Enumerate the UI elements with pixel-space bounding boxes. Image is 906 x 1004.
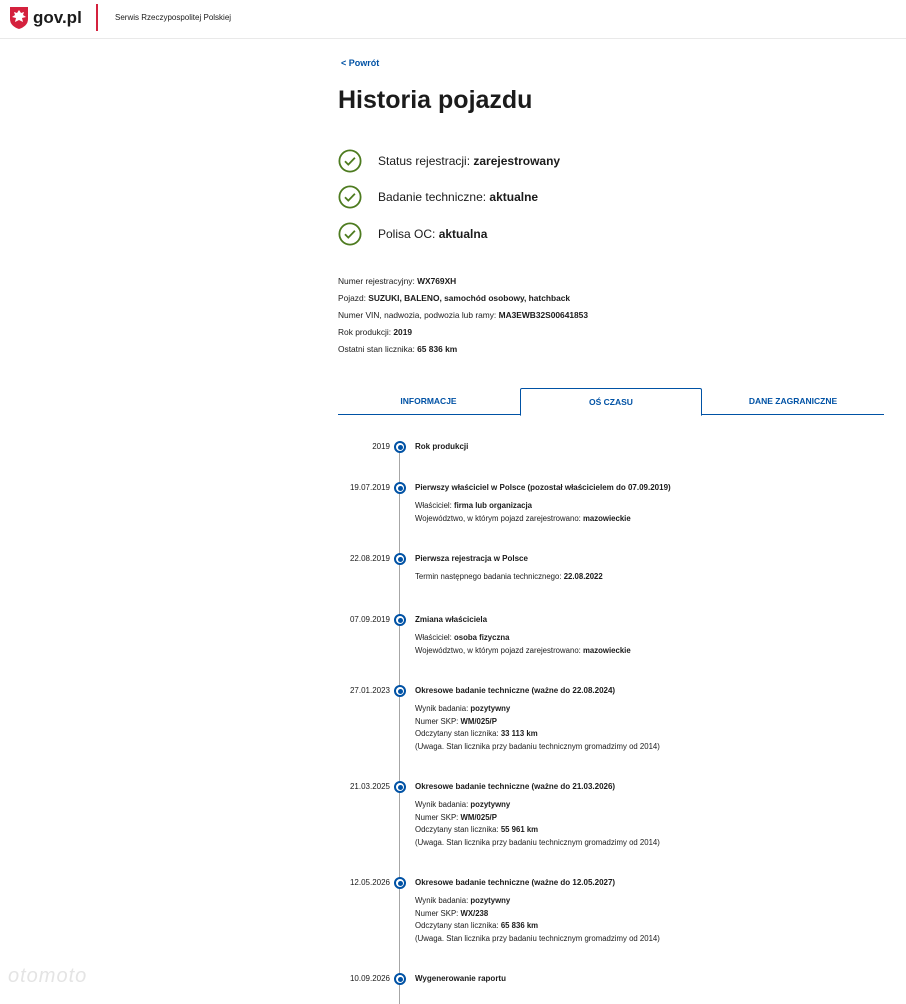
info-production-year: Rok produkcji: 2019 — [338, 327, 413, 337]
event-date: 19.07.2019 — [349, 483, 390, 492]
event-title: Rok produkcji — [415, 442, 469, 451]
check-circle-icon — [338, 149, 362, 173]
timeline — [338, 430, 898, 1000]
status-text: Badanie techniczne: aktualne — [378, 190, 539, 204]
event-details — [415, 632, 631, 657]
timeline-line — [399, 444, 400, 1004]
info-registration-number: Numer rejestracyjny: WX769XH — [338, 276, 457, 286]
info-vin: Numer VIN, nadwozia, podwozia lub ramy: MA3EWB32S00641853 — [338, 310, 588, 320]
event-detail: Województwo, w którym pojazd zarejestrowano: mazowieckie — [415, 513, 631, 523]
event-title: Pierwsza rejestracja w Polsce — [415, 554, 528, 563]
tab-informacje[interactable]: INFORMACJE — [400, 396, 457, 406]
event-date: 10.09.2026 — [349, 974, 390, 983]
status-text: Status rejestracji: zarejestrowany — [378, 154, 561, 168]
event-title: Okresowe badanie techniczne (ważne do 22.08.2024) — [415, 686, 616, 695]
event-date: 27.01.2023 — [349, 686, 390, 695]
event-title: Wygenerowanie raportu — [415, 974, 506, 983]
event-details — [415, 500, 631, 525]
event-date: 22.08.2019 — [349, 554, 390, 563]
event-detail: Właściciel: firma lub organizacja — [415, 501, 532, 510]
watermark: otomoto — [8, 965, 88, 987]
timeline-dot-icon — [394, 685, 406, 697]
event-note: (Uwaga. Stan licznika przy badaniu technicznym gromadzimy od 2014) — [415, 838, 660, 848]
event-title: Zmiana właściciela — [415, 615, 488, 624]
logo-divider — [96, 4, 98, 31]
timeline-dot-icon — [394, 781, 406, 793]
event-date: 07.09.2019 — [349, 615, 390, 624]
polish-eagle-icon — [8, 5, 30, 30]
info-vehicle: Pojazd: SUZUKI, BALENO, samochód osobowy, hatchback — [338, 293, 571, 303]
event-date: 2019 — [372, 442, 390, 451]
timeline-dot-icon — [394, 482, 406, 494]
service-name: Serwis Rzeczypospolitej Polskiej — [115, 13, 232, 22]
event-detail: Odczytany stan licznika: 65 836 km — [415, 921, 539, 931]
timeline-dot-icon — [394, 614, 406, 626]
vehicle-info — [338, 273, 588, 358]
timeline-dot-icon — [394, 877, 406, 889]
event-details — [415, 799, 660, 850]
event-detail: Wynik badania: pozytywny — [415, 896, 511, 905]
check-circle-icon — [338, 185, 362, 209]
event-details — [415, 571, 603, 584]
event-detail: Wynik badania: pozytywny — [415, 800, 511, 809]
event-note: (Uwaga. Stan licznika przy badaniu technicznym gromadzimy od 2014) — [415, 934, 660, 944]
back-link[interactable]: < Powrót — [341, 58, 380, 68]
event-detail: Odczytany stan licznika: 33 113 km — [415, 729, 538, 739]
event-detail: Wynik badania: pozytywny — [415, 704, 511, 713]
info-odometer: Ostatni stan licznika: 65 836 km — [338, 344, 458, 354]
tab-os-czasu[interactable]: OŚ CZASU — [520, 388, 702, 416]
timeline-dot-icon — [394, 441, 406, 453]
event-detail: Właściciel: osoba fizyczna — [415, 633, 510, 642]
top-header — [0, 0, 906, 39]
check-circle-icon — [338, 222, 362, 246]
event-note: (Uwaga. Stan licznika przy badaniu technicznym gromadzimy od 2014) — [415, 742, 660, 752]
status-text: Polisa OC: aktualna — [378, 227, 488, 241]
event-detail: Numer SKP: WM/025/P — [415, 716, 497, 726]
event-title: Okresowe badanie techniczne (ważne do 21.03.2026) — [415, 782, 616, 791]
timeline-dot-icon — [394, 553, 406, 565]
gov-logo-text[interactable]: gov.pl — [33, 8, 82, 27]
event-detail: Odczytany stan licznika: 55 961 km — [415, 825, 539, 835]
event-details — [415, 703, 660, 754]
page-title: Historia pojazdu — [338, 86, 533, 114]
event-date: 12.05.2026 — [349, 878, 390, 887]
event-details — [415, 895, 660, 946]
event-date: 21.03.2025 — [349, 782, 390, 791]
tab-bar — [338, 388, 884, 416]
event-title: Pierwszy właściciel w Polsce (pozostał właścicielem do 07.09.2019) — [415, 483, 671, 492]
tab-dane-zagraniczne[interactable]: DANE ZAGRANICZNE — [748, 396, 838, 406]
event-detail: Numer SKP: WX/238 — [415, 908, 489, 918]
timeline-dot-icon — [394, 973, 406, 985]
event-detail: Numer SKP: WM/025/P — [415, 812, 497, 822]
event-detail: Województwo, w którym pojazd zarejestrowano: mazowieckie — [415, 645, 631, 655]
event-title: Okresowe badanie techniczne (ważne do 12.05.2027) — [415, 878, 616, 887]
event-detail: Termin następnego badania technicznego: 22.08.2022 — [415, 572, 603, 581]
